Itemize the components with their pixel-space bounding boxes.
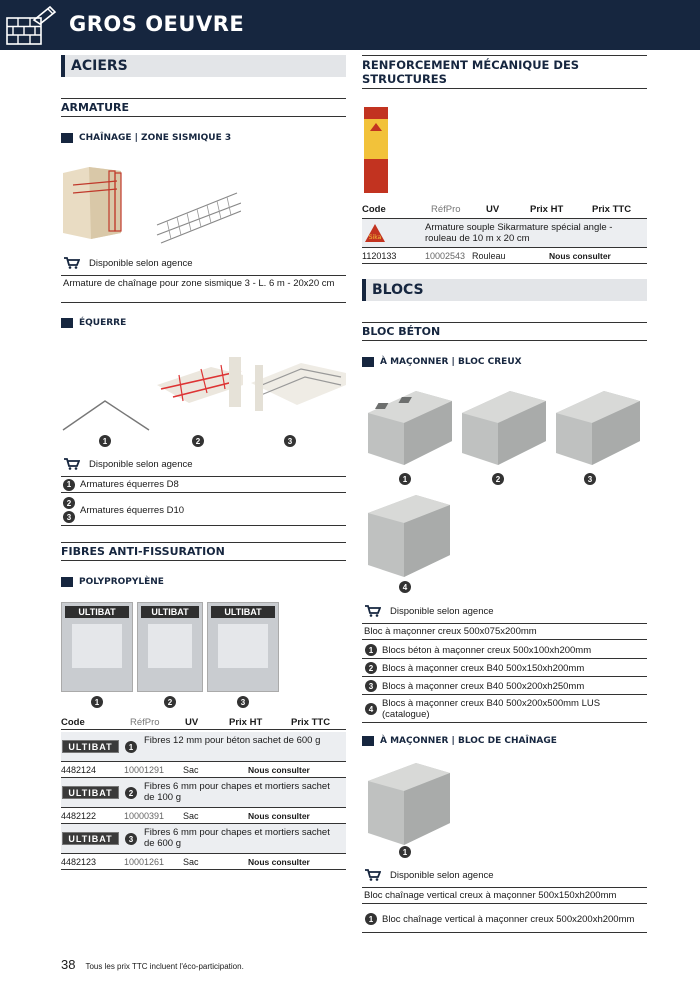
- fibre-bag-image: [61, 602, 133, 692]
- category-bloc-chainage: [362, 736, 557, 746]
- callout-number: 1: [99, 435, 111, 447]
- item-label: Blocs à maçonner creux B40 500x200xh250mm: [382, 680, 585, 692]
- table-row: [61, 824, 346, 870]
- bag-brand: ULTIBAT: [141, 606, 199, 618]
- product-uv: Sac: [183, 811, 199, 821]
- page-footer: [61, 957, 244, 972]
- category-equerre: [61, 318, 126, 328]
- callout-number: 4: [399, 581, 411, 593]
- col-ht: Prix HT: [530, 204, 564, 215]
- item-number: 1: [63, 479, 75, 491]
- availability-chainage: [64, 257, 193, 269]
- product-desc: Fibres 6 mm pour chapes et mortiers sachet de 100 g: [144, 781, 330, 803]
- product-price: Nous consulter: [549, 251, 611, 261]
- product-code: 4482124: [61, 765, 97, 775]
- bloc-creux-item-4: [362, 696, 647, 723]
- item-number: 4: [365, 703, 377, 715]
- category-marker: [362, 357, 374, 367]
- cart-icon: [64, 257, 80, 269]
- category-label: À MAÇONNER | BLOC DE CHAÎNAGE: [380, 736, 557, 746]
- category-label: CHAÎNAGE | ZONE SISMIQUE 3: [79, 133, 232, 143]
- svg-text:Sika: Sika: [368, 234, 382, 241]
- subhead-fibres: FIBRES ANTI-FISSURATION: [61, 542, 346, 561]
- page-header: [0, 0, 700, 50]
- product-uv: Rouleau: [472, 251, 506, 261]
- concrete-block-tall-image: [366, 491, 452, 579]
- bloc-creux-head-row: Bloc à maçonner creux 500x075x200mm: [362, 623, 647, 640]
- callout-number: 2: [192, 435, 204, 447]
- availability-equerre: [64, 458, 193, 470]
- cart-icon: [365, 605, 381, 617]
- category-bloc-creux: [362, 357, 522, 367]
- product-uv: Sac: [183, 857, 199, 867]
- col-code: Code: [61, 717, 85, 728]
- availability-text: Disponible selon agence: [89, 257, 193, 269]
- callout-number: 2: [164, 696, 176, 708]
- equerre-item-d10: [61, 495, 346, 526]
- bag-brand: ULTIBAT: [65, 606, 129, 618]
- bloc-creux-item-2: [362, 660, 647, 677]
- brand-logo: ULTIBAT: [62, 786, 119, 799]
- item-number: 2: [125, 787, 137, 799]
- product-ref: 10001291: [124, 765, 165, 775]
- availability-text: Disponible selon agence: [390, 605, 494, 617]
- product-code: 1120133: [362, 251, 397, 261]
- category-marker: [61, 133, 73, 143]
- fibre-bag-image: [137, 602, 203, 692]
- item-number: 1: [125, 741, 137, 753]
- equerre-item-d8: [61, 476, 346, 493]
- col-uv: UV: [185, 717, 199, 728]
- product-ref: 10002543: [425, 251, 466, 261]
- product-price: Nous consulter: [248, 811, 310, 821]
- availability-text: Disponible selon agence: [390, 869, 494, 881]
- bag-brand: ULTIBAT: [211, 606, 275, 618]
- product-ref: 10000391: [124, 811, 165, 821]
- product-code: 4482123: [61, 857, 97, 867]
- callout-number: 1: [91, 696, 103, 708]
- chainage-reinforcement-image: [61, 163, 241, 245]
- callout-number: 1: [399, 473, 411, 485]
- brand-logo: ULTIBAT: [62, 740, 119, 753]
- product-uv: Sac: [183, 765, 199, 775]
- bloc-chainage-item-1: [362, 906, 647, 933]
- subhead-bloc-beton: BLOC BÉTON: [362, 322, 647, 341]
- availability-chainage-bloc: [365, 869, 494, 881]
- item-label: Blocs béton à maçonner creux 500x100xh200mm: [382, 644, 592, 656]
- item-number: 3: [63, 511, 75, 523]
- item-number: 3: [125, 833, 137, 845]
- sika-logo-icon: [364, 223, 386, 243]
- section-aciers: ACIERS: [61, 55, 346, 77]
- product-ref: 10001261: [124, 857, 165, 867]
- product-price: Nous consulter: [248, 857, 310, 867]
- item-number: 1: [365, 644, 377, 656]
- product-desc: Fibres 12 mm pour béton sachet de 600 g: [144, 735, 321, 746]
- page-number: 38: [61, 957, 76, 972]
- col-code: Code: [362, 204, 386, 215]
- category-label: POLYPROPYLÈNE: [79, 577, 164, 587]
- subhead-armature: ARMATURE: [61, 98, 346, 117]
- bloc-creux-item-1: [362, 642, 647, 659]
- bloc-creux-item-3: [362, 678, 647, 695]
- item-label: Blocs à maçonner creux B40 500x200x500mm LUS (catalogue): [382, 698, 601, 720]
- availability-text: Disponible selon agence: [89, 458, 193, 470]
- renfort-table-header: [362, 203, 647, 217]
- category-marker: [61, 318, 73, 328]
- callout-number: 3: [584, 473, 596, 485]
- category-chainage: [61, 133, 231, 143]
- subhead-renforcement: RENFORCEMENT MÉCANIQUE DES STRUCTURES: [362, 55, 647, 89]
- availability-creux: [365, 605, 494, 617]
- callout-number: 2: [492, 473, 504, 485]
- chainage-product-row: Armature de chaînage pour zone sismique 3 - L. 6 m - 20x20 cm: [61, 275, 346, 303]
- category-label: À MAÇONNER | BLOC CREUX: [380, 357, 522, 367]
- table-row: [61, 732, 346, 778]
- product-price: Nous consulter: [248, 765, 310, 775]
- bloc-chainage-head-row: Bloc chaînage vertical creux à maçonner 500x150xh200mm: [362, 887, 647, 904]
- product-desc: Fibres 6 mm pour chapes et mortiers sachet de 600 g: [144, 827, 330, 849]
- left-column: [61, 55, 346, 867]
- col-ref: RéfPro: [130, 717, 160, 728]
- col-ref: RéfPro: [431, 204, 461, 215]
- item-label: Armatures équerres D8: [80, 479, 179, 490]
- item-label: Blocs à maçonner creux B40 500x150xh200mm: [382, 662, 585, 674]
- footer-note: Tous les prix TTC incluent l'éco-participation.: [85, 962, 244, 971]
- item-number: 3: [365, 680, 377, 692]
- page-title: GROS OEUVRE: [69, 12, 245, 36]
- table-row: [362, 218, 647, 264]
- fibres-table-header: [61, 716, 346, 730]
- item-number: 1: [365, 913, 377, 925]
- category-marker: [61, 577, 73, 587]
- product-desc: Armature souple Sikarmature spécial angle - rouleau de 10 m x 20 cm: [425, 222, 613, 244]
- sika-tube-image: [362, 103, 390, 195]
- category-polypropylene: [61, 577, 164, 587]
- cart-icon: [64, 458, 80, 470]
- item-number: 2: [63, 497, 75, 509]
- equerre-reinforcement-image: [61, 345, 346, 435]
- fibre-bag-image: [207, 602, 279, 692]
- col-ttc: Prix TTC: [291, 717, 331, 728]
- col-ht: Prix HT: [229, 717, 263, 728]
- product-code: 4482122: [61, 811, 97, 821]
- cart-icon: [365, 869, 381, 881]
- chainage-block-image: [366, 759, 452, 847]
- callout-number: 3: [284, 435, 296, 447]
- concrete-blocks-image: [366, 383, 646, 469]
- item-label: Armatures équerres D10: [80, 504, 185, 516]
- brand-logo: ULTIBAT: [62, 832, 119, 845]
- category-marker: [362, 736, 374, 746]
- item-label: Bloc chaînage vertical à maçonner creux 500x200xh200mm: [382, 913, 635, 925]
- col-ttc: Prix TTC: [592, 204, 632, 215]
- category-label: ÉQUERRE: [79, 318, 127, 328]
- col-uv: UV: [486, 204, 500, 215]
- callout-number: 1: [399, 846, 411, 858]
- callout-number: 3: [237, 696, 249, 708]
- table-row: [61, 778, 346, 824]
- masonry-trowel-icon: [4, 4, 58, 47]
- section-blocs: BLOCS: [362, 279, 647, 301]
- item-number: 2: [365, 662, 377, 674]
